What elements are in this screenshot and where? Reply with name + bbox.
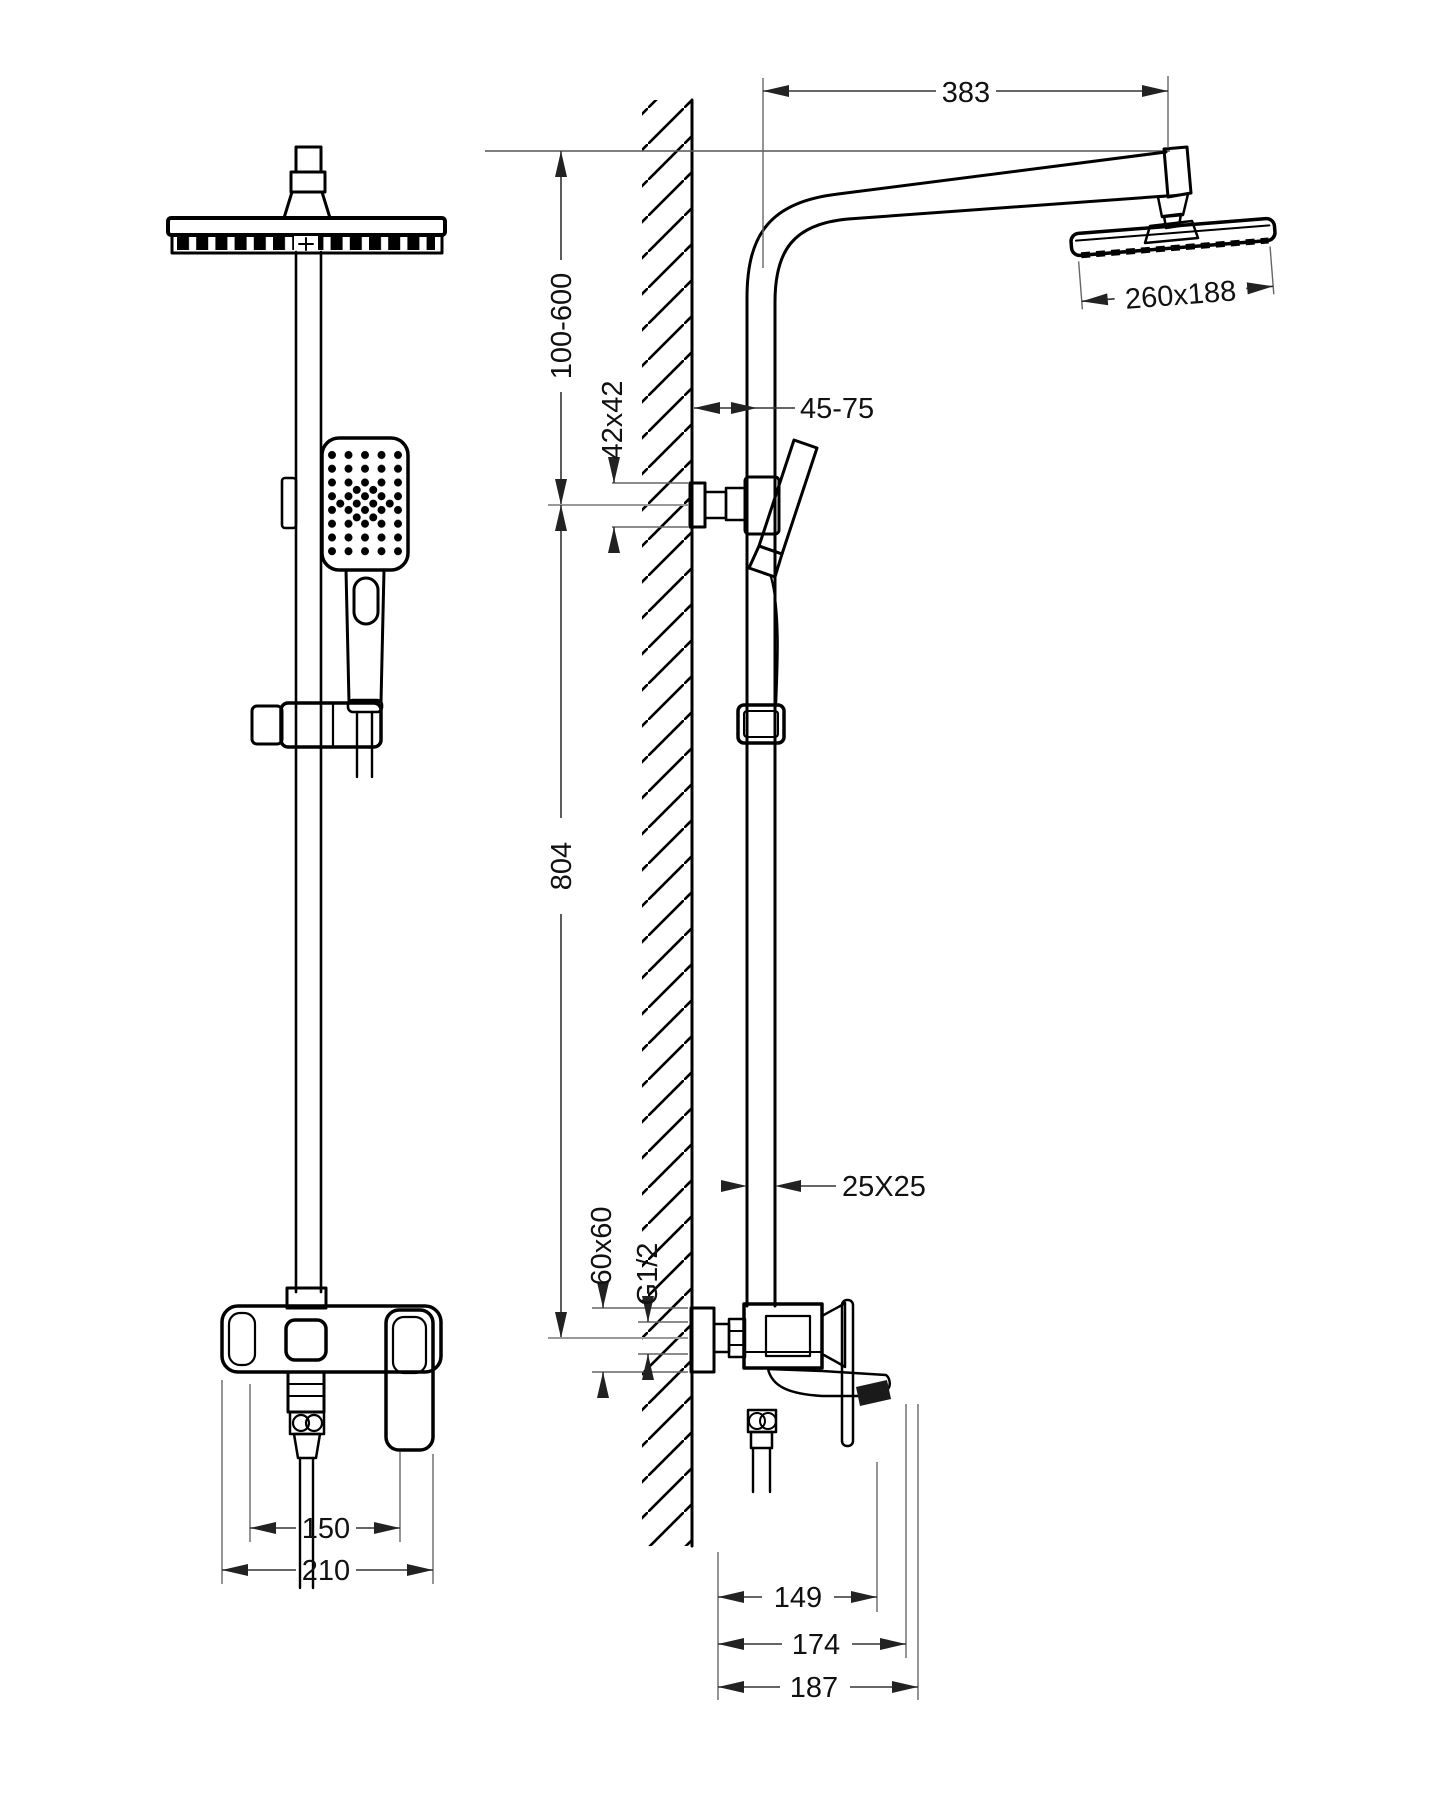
dim-body-width: 210 [301, 1555, 351, 1587]
hand-shower-bracket-front [282, 478, 296, 528]
shower-arm-side [747, 147, 1198, 1306]
overhead-shower-front [168, 147, 445, 253]
dim-pipe-section-group [721, 1171, 926, 1203]
dim-max-reach: 187 [789, 1672, 839, 1704]
dim-pipe-section: 25X25 [842, 1171, 926, 1203]
spout-aerator [856, 1380, 891, 1406]
front-view [168, 147, 445, 1588]
hand-shower-front [322, 438, 408, 777]
dim-wall-clearance-group [694, 393, 874, 425]
mixer-front [222, 1306, 441, 1588]
overhead-shower-side [1070, 218, 1280, 320]
dim-head-size: 260x188 [1123, 275, 1238, 316]
side-view [485, 76, 1281, 1704]
bottom-dimensions [718, 1404, 918, 1704]
dim-height-adjustment: 100-600 [546, 272, 578, 380]
dim-spout-reach: 149 [773, 1582, 823, 1614]
wall-hatch [642, 100, 692, 1546]
handle-button [354, 578, 378, 624]
diverter-knob [286, 1320, 326, 1360]
wall [642, 100, 692, 1546]
front-dimensions [222, 1380, 433, 1587]
dim-thread-size: G1/2 [632, 1242, 664, 1306]
dim-riser-height: 804 [546, 841, 578, 891]
dim-height-adjust-group [546, 151, 578, 505]
dim-escutcheon-size: 60x60 [586, 1206, 618, 1286]
dim-wall-clearance: 45-75 [800, 393, 875, 425]
dim-handle-span: 150 [301, 1513, 351, 1545]
dim-mid-reach: 174 [791, 1629, 841, 1661]
dim-riser-height-group [546, 505, 578, 1338]
dim-arm-reach: 383 [941, 77, 991, 109]
slide-ring-front [252, 703, 381, 747]
dim-bracket-plate: 42x42 [597, 380, 629, 460]
dim-arm-reach-group [763, 76, 1168, 268]
riser-pipe-front [296, 252, 321, 1292]
slide-ring-side [738, 705, 784, 743]
mixer-escutcheon [691, 1308, 714, 1372]
hand-shower-side [749, 440, 817, 706]
